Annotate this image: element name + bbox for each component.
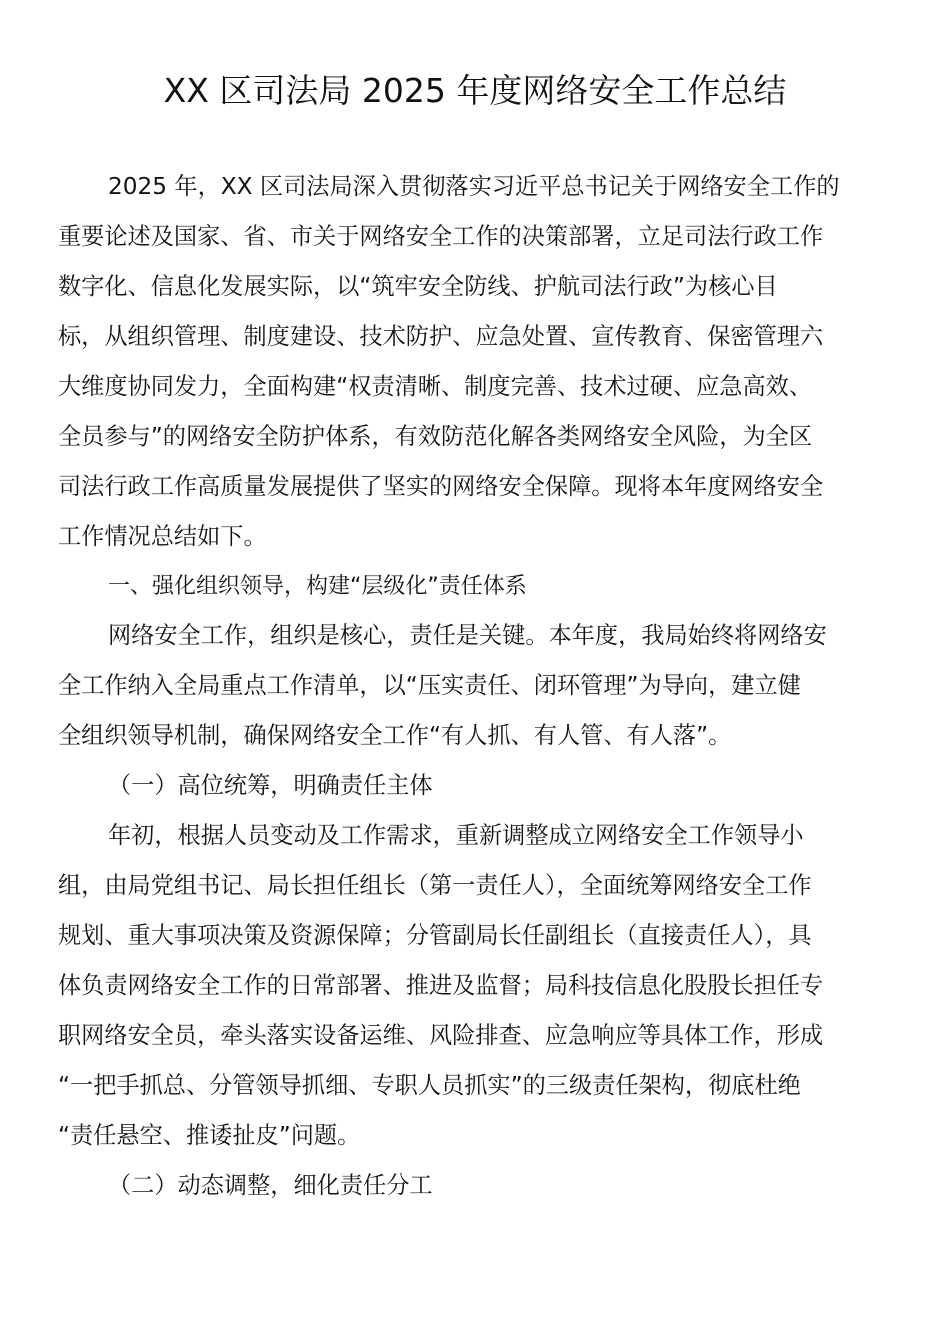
paragraph-line: 组，由局党组书记、局长担任组长（第一责任人），全面统筹网络安全工作	[58, 872, 812, 899]
paragraph-line: 重要论述及国家、省、市关于网络安全工作的决策部署，立足司法行政工作	[58, 223, 824, 250]
paragraph-line: “责任悬空、推诿扯皮”问题。	[58, 1122, 361, 1149]
paragraph-line: 规划、重大事项决策及资源保障；分管副局长任副组长（直接责任人），具	[58, 922, 812, 949]
paragraph-line: 数字化、信息化发展实际，以“筑牢安全防线、护航司法行政”为核心目	[58, 273, 778, 300]
paragraph-line: 全工作纳入全局重点工作清单，以“压实责任、闭环管理”为导向，建立健	[58, 672, 801, 699]
paragraph-line: 年初，根据人员变动及工作需求，重新调整成立网络安全工作领导小	[108, 822, 804, 849]
paragraph-line: 标，从组织管理、制度建设、技术防护、应急处置、宣传教育、保密管理六	[58, 323, 824, 350]
document-title: XX 区司法局 2025 年度网络安全工作总结	[163, 71, 787, 110]
paragraph-line: “一把手抓总、分管领导抓细、专职人员抓实”的三级责任架构，彻底杜绝	[58, 1072, 801, 1099]
paragraph-line: 职网络安全员，牵头落实设备运维、风险排查、应急响应等具体工作，形成	[58, 1022, 824, 1049]
subsection-heading: （一）高位统筹，明确责任主体	[108, 772, 433, 799]
paragraph-line: 全员参与”的网络安全防护体系，有效防范化解各类网络安全风险，为全区	[58, 423, 813, 450]
paragraph-line: 工作情况总结如下。	[58, 523, 267, 550]
paragraph-line: 全组织领导机制，确保网络安全工作“有人抓、有人管、有人落”。	[58, 722, 732, 749]
section-heading: 一、强化组织领导，构建“层级化”责任体系	[108, 574, 527, 599]
subsection-heading: （二）动态调整，细化责任分工	[108, 1172, 433, 1199]
paragraph-line: 网络安全工作，组织是核心，责任是关键。本年度，我局始终将网络安	[108, 622, 827, 649]
paragraph-line: 2025 年，XX 区司法局深入贯彻落实习近平总书记关于网络安全工作的	[108, 173, 840, 200]
paragraph-line: 司法行政工作高质量发展提供了坚实的网络安全保障。现将本年度网络安全	[58, 473, 824, 500]
paragraph-line: 体负责网络安全工作的日常部署、推进及监督；局科技信息化股股长担任专	[58, 972, 824, 999]
paragraph-line: 大维度协同发力，全面构建“权责清晰、制度完善、技术过硬、应急高效、	[58, 373, 813, 400]
